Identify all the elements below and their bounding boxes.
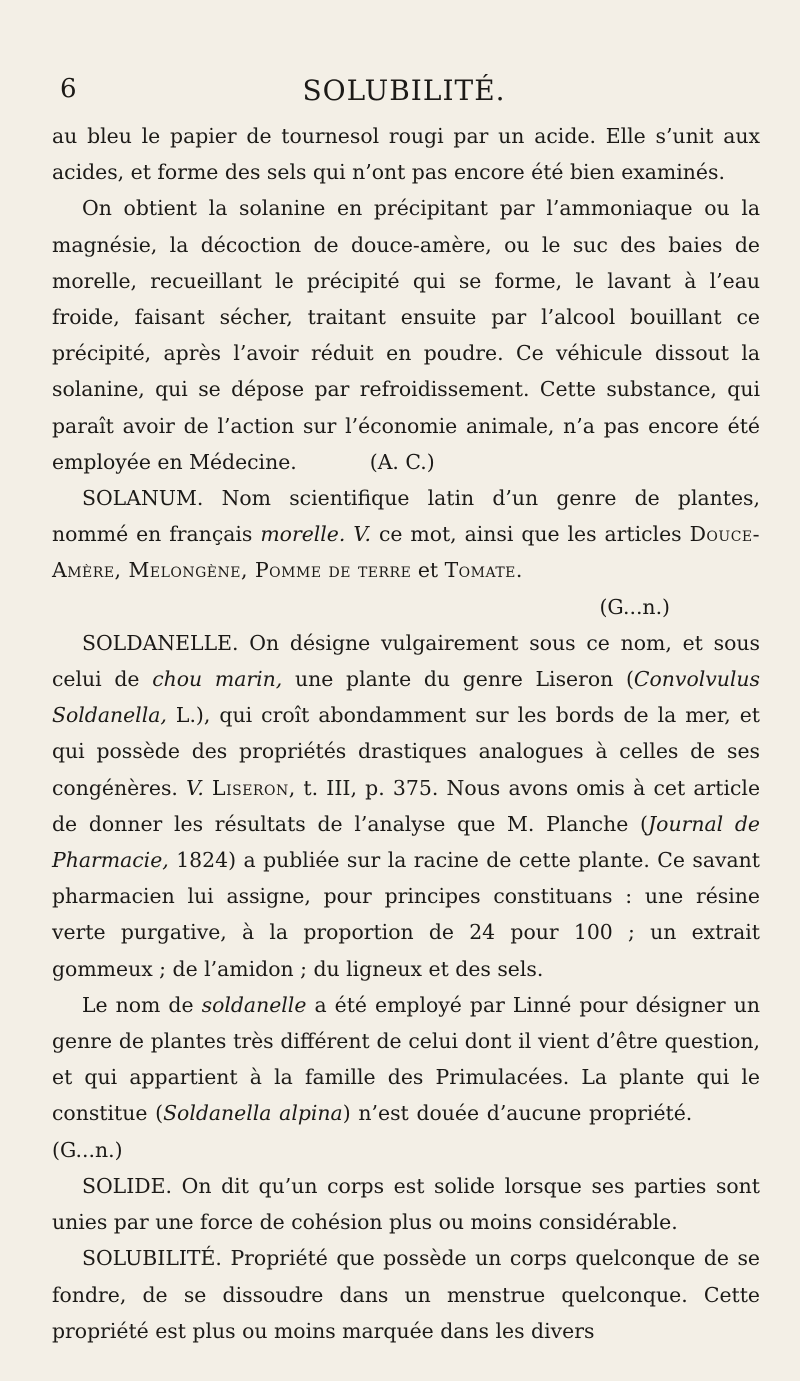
entry-soldanelle: SOLDANELLE. On désigne vulgairement sous ce nom, et sous celui de chou marin, une plante du genre Liseron (Convolvulus Soldanella, L.), qui croît abondamment sur les bords de la mer, et qui possède des propriétés drastiques analogues à celles de ses congénères. V. Liseron, t. III, p. 375. Nous avons omis à cet article de donner les résultats de l’analyse que M. Planche (Journal de Pharmacie, 1824) a publiée sur la racine de cette plante. Ce savant pharmacien lui assigne, pour principes constituans : une résine verte purgative, à la proportion de 24 pour 100 ; un extrait gommeux ; de l’amidon ; du ligneux et des sels. bbox=[52, 630, 761, 981]
cross-reference: Tomate. bbox=[444, 558, 523, 583]
page-header bbox=[52, 74, 756, 110]
entry-headword: SOLIDE. bbox=[82, 1173, 172, 1198]
body-text bbox=[52, 118, 760, 1349]
paragraph-continuation: au bleu le papier de tournesol rougi par un acide. Elle s’unit aux acides, et forme des sels qui n’ont pas encore été bien examinés. bbox=[52, 124, 760, 185]
entry-headword: SOLUBILITÉ. bbox=[82, 1246, 222, 1271]
paragraph-solanine-preparation: On obtient la solanine en précipitant par l’ammoniaque ou la magnésie, la décoction de douce-amère, ou le suc des baies de morelle, recueillant le précipité qui se forme, le lavant à l’eau froide, faisant sécher, traitant ensuite par l’alcool bouillant ce précipité, après l’avoir réduit en poudre. Ce véhicule dissout la solanine, qui se dépose par refroidissement. Cette substance, qui paraît avoir de l’action sur l’économie animale, n’a pas encore été employée en Médecine. (A. C.) bbox=[52, 196, 760, 474]
cross-reference: Liseron bbox=[212, 775, 289, 800]
entry-headword: SOLDANELLE. bbox=[82, 630, 239, 655]
author-attribution: (G...n.) bbox=[599, 594, 670, 619]
author-attribution: (G...n.) bbox=[52, 1137, 123, 1162]
cross-reference: Douce-Amère, Melongène, Pomme de terre bbox=[52, 522, 761, 583]
paragraph-soldanelle-linne: Le nom de soldanelle a été employé par Linné pour désigner un genre de plantes très différent de celui dont il vient d’être question, et qui appartient à la famille des Primulacées. La plante qui le constitue (Soldanella alpina) n’est douée d’aucune propriété. (G...n.) bbox=[52, 992, 760, 1162]
running-title: SOLUBILITÉ. bbox=[302, 74, 506, 107]
entry-solanum: SOLANUM. Nom scientifique latin d’un genre de plantes, nommé en français morelle. V. ce mot, ainsi que les articles Douce-Amère, Melongène, Pomme de terre et Tomate. (G...n.) bbox=[52, 480, 760, 625]
entry-solide: SOLIDE. On dit qu’un corps est solide lorsque ses parties sont unies par une force de cohésion plus ou moins considérable. bbox=[52, 1173, 761, 1235]
entry-headword: SOLANUM. bbox=[82, 486, 204, 511]
page-number: 6 bbox=[60, 74, 77, 104]
entry-solubilite: SOLUBILITÉ. Propriété que possède un corps quelconque de se fondre, de se dissoudre dans un menstrue quelconque. Cette propriété est plus ou moins marquée dans les divers bbox=[52, 1246, 761, 1343]
author-attribution: (A. C.) bbox=[369, 449, 435, 474]
